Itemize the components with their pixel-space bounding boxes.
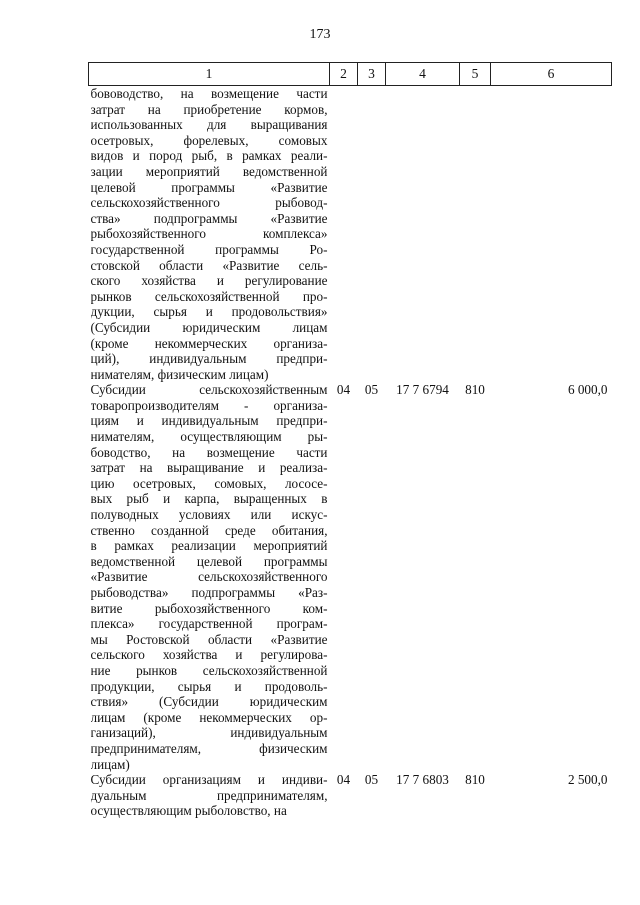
description-line: плекса» государственной програм- <box>90 616 328 632</box>
amount <box>491 86 612 383</box>
description-line: предпринимателям, физическим <box>90 740 328 756</box>
description-line: государственной программы Ро- <box>90 241 328 257</box>
description-line: ций), индивидуальным предпри- <box>90 351 328 367</box>
subsection-code: 05 <box>364 772 379 788</box>
header-col-1: 1 <box>89 63 330 86</box>
row-description <box>89 382 330 772</box>
description-line: продукции, сырья и продоволь- <box>90 678 328 694</box>
description-line: целевой программы «Развитие <box>90 179 328 195</box>
description-line: сельского хозяйства и регулирова- <box>90 647 328 663</box>
description-line: осетровых, форелевых, сомовых <box>90 132 328 148</box>
description-line: ние рынков сельскохозяйственной <box>90 662 328 678</box>
page-number: 173 <box>309 27 331 42</box>
description-line: нимателям, осуществляющим ры- <box>90 429 328 445</box>
expense-type-code: 810 <box>465 772 485 788</box>
amount: 6 000,0 <box>567 382 608 398</box>
description-line: стовской области «Развитие сель- <box>90 257 328 273</box>
header-col-3: 3 <box>358 63 386 86</box>
description-line: (Субсидии юридическим лицам <box>90 319 328 335</box>
section-code <box>330 86 358 383</box>
description-line: бововодство, на возмещение части <box>90 86 328 101</box>
header-row <box>89 63 612 86</box>
amount: 2 500,0 <box>567 772 608 788</box>
description-line: ского хозяйства и регулирование <box>90 273 328 289</box>
subsection-code <box>358 86 386 383</box>
description-line: рыбохозяйственного комплекса» <box>90 226 328 242</box>
description-line: ведомственной целевой программы <box>90 553 328 569</box>
description-line: затрат на выращивание и реализа- <box>90 460 328 476</box>
header-col-5: 5 <box>460 63 491 86</box>
subsection-code: 05 <box>364 382 379 398</box>
description-line: боводство, на возмещение части <box>90 444 328 460</box>
description-line: ственно созданной среде обитания, <box>90 522 328 538</box>
description-line: осуществляющим рыболовство, на <box>90 803 287 819</box>
table-row <box>89 772 612 819</box>
description-line: в рамках реализации мероприятий <box>90 538 328 554</box>
description-line: ствия» (Субсидии юридическим <box>90 694 328 710</box>
section-code: 04 <box>336 772 351 788</box>
description-line: лицам) <box>90 756 130 772</box>
description-line: вых рыб и карпа, выращенных в <box>90 491 328 507</box>
description-line: ства» подпрограммы «Развитие <box>90 210 328 226</box>
description-line: полуводных условиях или искус- <box>90 507 328 523</box>
description-line: зации мероприятий ведомственной <box>90 163 328 179</box>
description-line: (кроме некоммерческих организа- <box>90 335 328 351</box>
description-line: рынков сельскохозяйственной про- <box>90 288 328 304</box>
table-row <box>89 86 612 383</box>
description-line: нимателям, физическим лицам) <box>90 366 269 382</box>
row-description <box>89 772 330 819</box>
row-description <box>89 86 330 383</box>
target-article-code: 17 7 6794 <box>396 382 449 398</box>
description-line: цию осетровых, сомовых, лососе- <box>90 475 328 491</box>
table-row <box>89 382 612 772</box>
expense-type-code: 810 <box>465 382 485 398</box>
header-col-6: 6 <box>491 63 612 86</box>
description-line: рыбоводства» подпрограммы «Раз- <box>90 585 328 600</box>
description-line: затрат на приобретение кормов, <box>90 101 328 117</box>
table-body <box>89 86 612 819</box>
description-line: ганизаций), индивидуальным <box>90 725 328 741</box>
description-line: циям и индивидуальным предпри- <box>90 413 328 429</box>
description-line: дуальным предпринимателям, <box>90 787 328 803</box>
section-code: 04 <box>336 382 351 398</box>
description-line: лицам (кроме некоммерческих ор- <box>90 709 328 725</box>
description-line: мы Ростовской области «Развитие <box>90 631 328 647</box>
description-line: использованных для выращивания <box>90 117 328 133</box>
budget-table <box>88 62 612 819</box>
description-line: Субсидии сельскохозяйственным <box>90 382 328 398</box>
description-line: сельскохозяйственного рыбовод- <box>90 195 328 211</box>
expense-type-code <box>460 86 491 383</box>
description-line: дукции, сырья и продовольствия» <box>90 304 328 320</box>
header-col-2: 2 <box>330 63 358 86</box>
description-line: витие рыбохозяйственного ком- <box>90 600 328 616</box>
description-line: «Развитие сельскохозяйственного <box>90 569 328 585</box>
header-col-4: 4 <box>386 63 460 86</box>
description-line: видов и пород рыб, в рамках реали- <box>90 148 328 164</box>
description-line: Субсидии организациям и индиви- <box>90 772 328 788</box>
target-article-code <box>386 86 460 383</box>
description-line: товаропроизводителям - организа- <box>90 397 328 413</box>
target-article-code: 17 7 6803 <box>396 772 449 788</box>
